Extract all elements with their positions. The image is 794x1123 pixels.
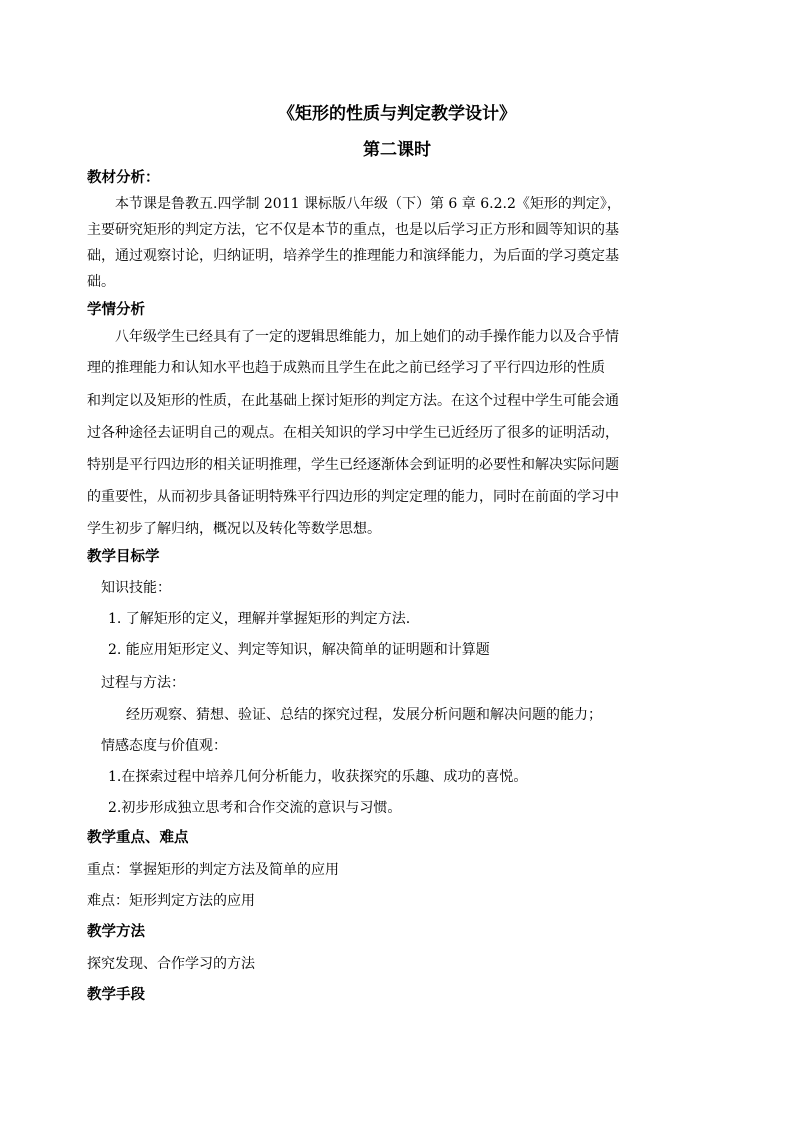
document-subtitle: 第二课时 xyxy=(363,140,431,160)
difficulty-text: 难点：矩形判定方法的应用 xyxy=(87,893,255,909)
method-text: 探究发现、合作学习的方法 xyxy=(87,956,255,972)
list-item: 1.在探索过程中培养几何分析能力，收获探究的乐趣、成功的喜悦。 xyxy=(108,769,528,785)
section-heading-material: 教材分析： xyxy=(87,169,160,186)
paragraph-line: 础，通过观察讨论，归纳证明，培养学生的推理能力和演绎能力，为后面的学习奠定基 xyxy=(87,248,619,264)
process-label: 过程与方法： xyxy=(101,675,185,691)
paragraph-line: 理的推理能力和认知水平也趋于成熟而且学生在此之前已经学习了平行四边形的性质 xyxy=(87,360,605,376)
paragraph-line: 本节课是鲁教五.四学制 2011 课标版八年级（下）第 6 章 6.2.2《矩形的判定》， xyxy=(115,196,621,212)
list-item: 1. 了解矩形的定义，理解并掌握矩形的判定方法. xyxy=(108,611,411,627)
section-heading-goals: 教学目标学 xyxy=(87,548,160,565)
paragraph-line: 学生初步了解归纳，概况以及转化等数学思想。 xyxy=(87,521,381,537)
emotion-label: 情感态度与价值观： xyxy=(101,738,227,754)
section-heading-students: 学情分析 xyxy=(87,301,145,318)
list-item: 2.初步形成独立思考和合作交流的意识与习惯。 xyxy=(108,800,402,816)
section-heading-means: 教学手段 xyxy=(87,986,145,1003)
section-heading-method: 教学方法 xyxy=(87,923,145,940)
paragraph-line: 础。 xyxy=(87,274,115,290)
section-heading-key-points: 教学重点、难点 xyxy=(87,829,189,846)
paragraph-line: 主要研究矩形的判定方法，它不仅是本节的重点，也是以后学习正方形和圆等知识的基 xyxy=(87,222,619,238)
knowledge-label: 知识技能： xyxy=(101,580,171,596)
focus-text: 重点：掌握矩形的判定方法及简单的应用 xyxy=(87,862,339,878)
paragraph-line: 八年级学生已经具有了一定的逻辑思维能力，加上她们的动手操作能力以及合乎情 xyxy=(115,329,619,345)
paragraph-line: 过各种途径去证明自己的观点。在相关知识的学习中学生已近经历了很多的证明活动， xyxy=(87,425,619,441)
paragraph-line: 的重要性，从而初步具备证明特殊平行四边形的判定定理的能力，同时在前面的学习中 xyxy=(87,489,619,505)
paragraph-line: 特别是平行四边形的相关证明推理，学生已经逐渐体会到证明的必要性和解决实际问题 xyxy=(87,457,619,473)
document-title: 《矩形的性质与判定教学设计》 xyxy=(278,104,516,124)
list-item: 2. 能应用矩形定义、判定等知识，解决简单的证明题和计算题 xyxy=(108,642,490,658)
process-text: 经历观察、猜想、验证、总结的探究过程，发展分析问题和解决问题的能力； xyxy=(126,707,602,723)
paragraph-line: 和判定以及矩形的性质，在此基础上探讨矩形的判定方法。在这个过程中学生可能会通 xyxy=(87,393,619,409)
